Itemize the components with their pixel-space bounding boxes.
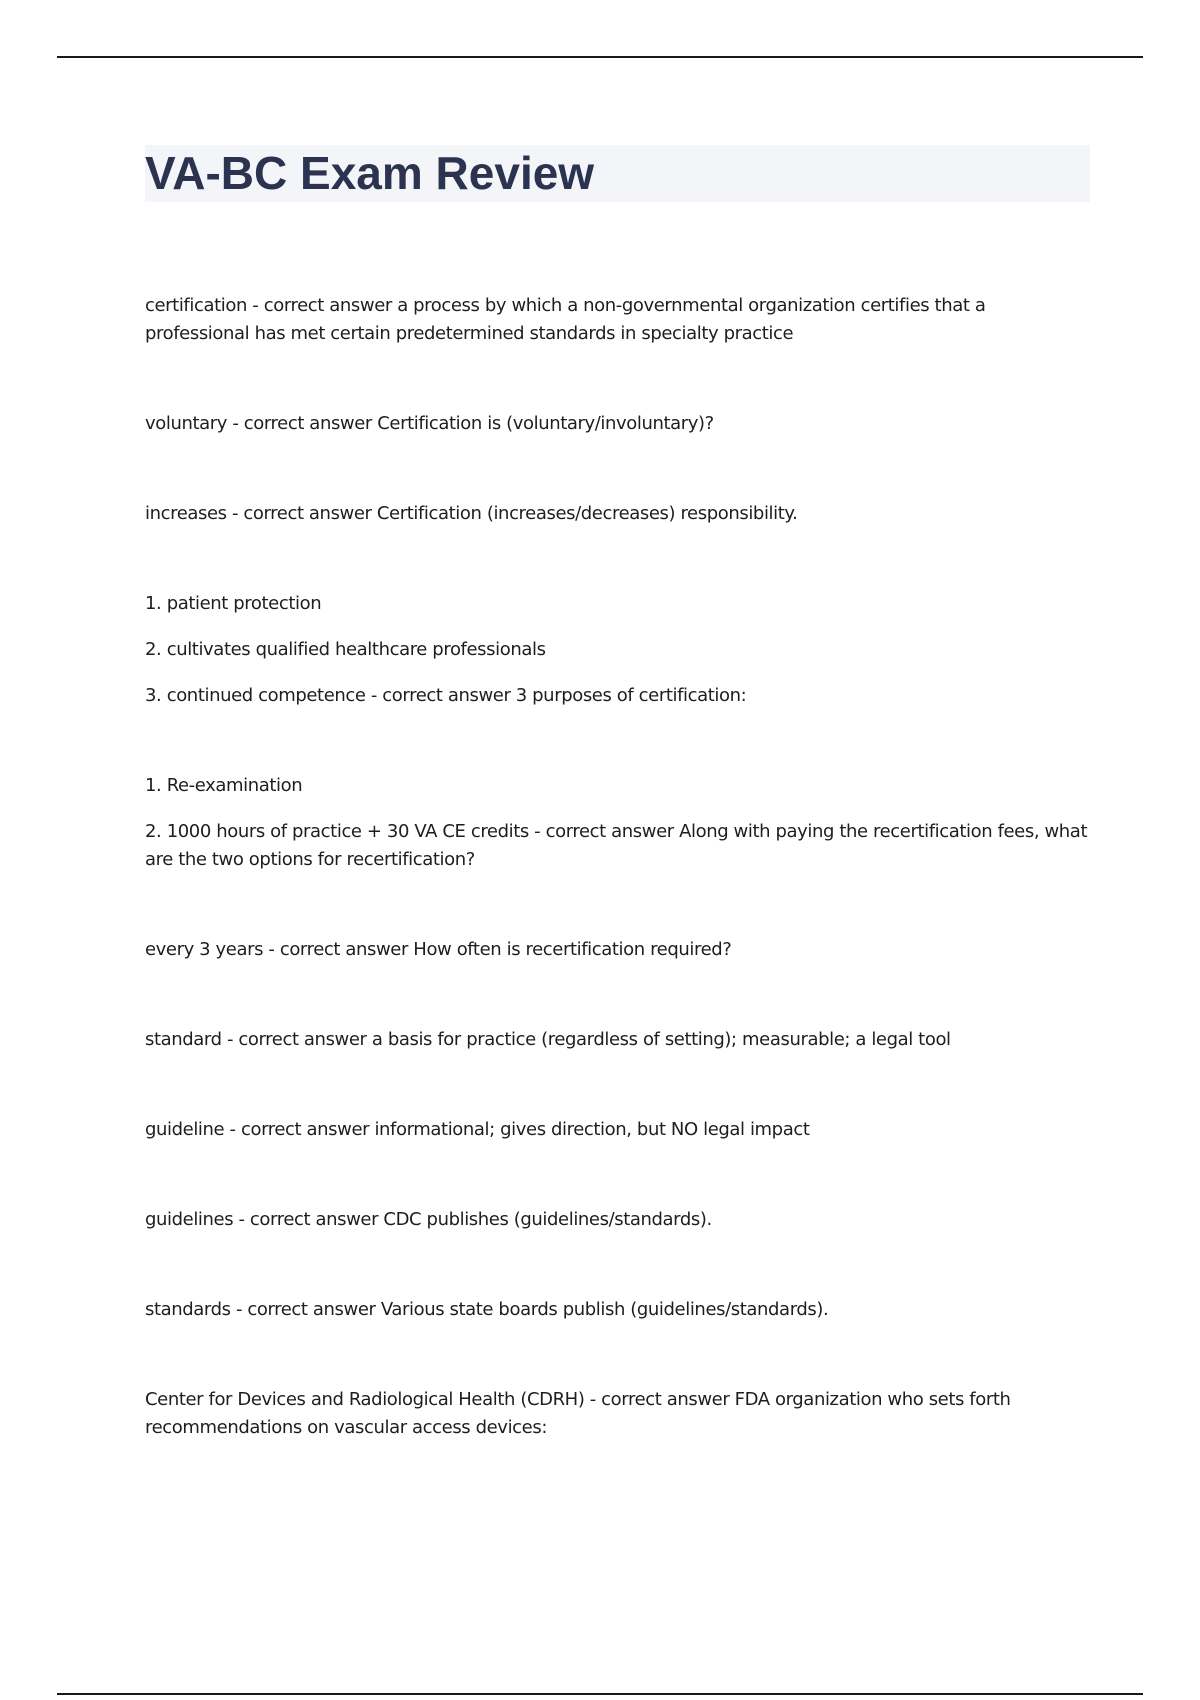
card-4-line-1: 1. patient protection [145, 593, 322, 614]
flashcard-list [145, 292, 1090, 1442]
card-5-line-1: 1. Re-examination [145, 775, 303, 796]
card-1-line-1: certification - correct answer a process by which a non-governmental organization certifies that a professional has met certain predetermined standards in specialty practice [145, 295, 986, 344]
card-4-line-3: 3. continued competence - correct answer 3 purposes of certification: [145, 685, 747, 706]
card-11-line-1: Center for Devices and Radiological Health (CDRH) - correct answer FDA organization who sets forth recommendations on vascular access devices: [145, 1389, 1011, 1438]
card-5-line-2: 2. 1000 hours of practice + 30 VA CE credits - correct answer Along with paying the recertification fees, what are the two options for recertification? [145, 821, 1088, 870]
card-2-line-1: voluntary - correct answer Certification is (voluntary/involuntary)? [145, 413, 714, 434]
document-title: VA-BC Exam Review [145, 147, 595, 199]
card-10-line-1: standards - correct answer Various state boards publish (guidelines/standards). [145, 1299, 829, 1320]
card-7-line-1: standard - correct answer a basis for practice (regardless of setting); measurable; a legal tool [145, 1029, 951, 1050]
card-6-line-1: every 3 years - correct answer How often is recertification required? [145, 939, 732, 960]
footer-rule [57, 1693, 1143, 1695]
card-9-line-1: guidelines - correct answer CDC publishes (guidelines/standards). [145, 1209, 712, 1230]
card-4-line-2: 2. cultivates qualified healthcare professionals [145, 639, 546, 660]
card-8-line-1: guideline - correct answer informational; gives direction, but NO legal impact [145, 1119, 810, 1140]
header-rule [57, 56, 1143, 58]
card-3-line-1: increases - correct answer Certification (increases/decreases) responsibility. [145, 503, 798, 524]
